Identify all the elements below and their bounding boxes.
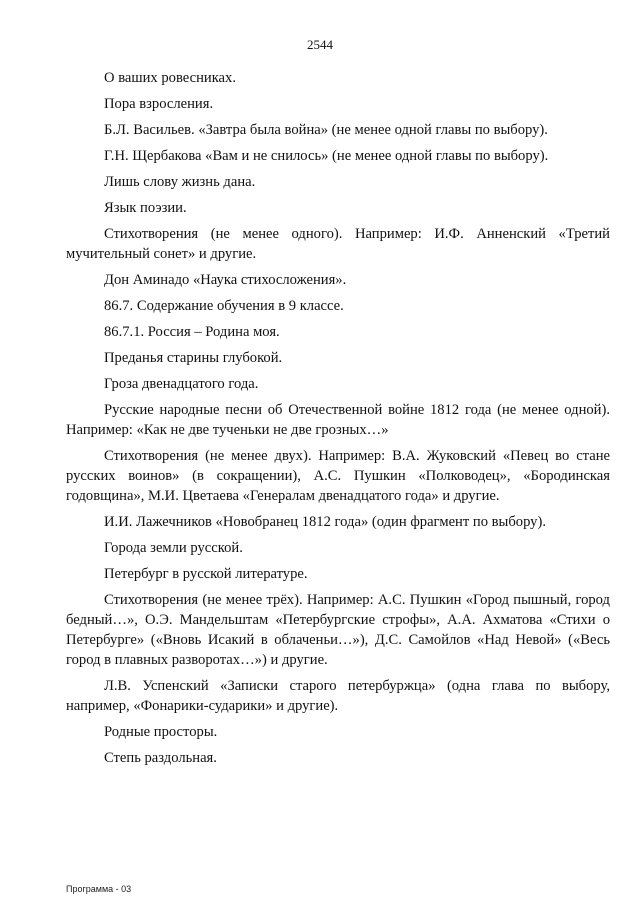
paragraph: Лишь слову жизнь дана. <box>104 174 256 190</box>
paragraph: Степь раздольная. <box>104 750 217 766</box>
page-footer: Программа - 03 <box>66 884 132 894</box>
paragraph: Г.Н. Щербакова «Вам и не снилось» (не менее одной главы по выбору). <box>104 148 549 164</box>
paragraph: Петербург в русской литературе. <box>104 566 308 582</box>
document-body <box>66 68 610 774</box>
paragraph: О ваших ровесниках. <box>104 70 236 86</box>
paragraph: Стихотворения (не менее одного). Например: И.Ф. Анненский «Третий мучительный сонет» и другие. <box>66 226 610 262</box>
paragraph: Л.В. Успенский «Записки старого петербуржца» (одна глава по выбору, например, «Фонарики-сударики» и другие). <box>66 678 610 714</box>
paragraph: И.И. Лажечников «Новобранец 1812 года» (один фрагмент по выбору). <box>104 514 546 530</box>
paragraph: 86.7.1. Россия – Родина моя. <box>104 324 280 340</box>
paragraph: Гроза двенадцатого года. <box>104 376 259 392</box>
paragraph: Язык поэзии. <box>104 200 187 216</box>
paragraph: Стихотворения (не менее трёх). Например: А.С. Пушкин «Город пышный, город бедный…», О.Э. Мандельштам «Петербургские строфы», А.А. Ахматова «Стихи о Петербурге» («Вновь Исакий в облаченьи…»), Д.С. Самойлов «Над Невой» («Весь город в плавных разворотах…») и другие. <box>66 592 610 668</box>
paragraph: Стихотворения (не менее двух). Например: В.А. Жуковский «Певец во стане русских воинов» (в сокращении), А.С. Пушкин «Полководец», «Бородинская годовщина», М.И. Цветаева «Генералам двенадцатого года» и другие. <box>66 448 610 504</box>
paragraph: Пора взросления. <box>104 96 214 112</box>
paragraph: Русские народные песни об Отечественной войне 1812 года (не менее одной). Например: «Как не две тученьки не две грозных…» <box>66 402 610 438</box>
page-number: 2544 <box>307 37 333 52</box>
paragraph: Родные просторы. <box>104 724 218 740</box>
paragraph: 86.7. Содержание обучения в 9 классе. <box>104 298 344 314</box>
paragraph: Дон Аминадо «Наука стихосложения». <box>104 272 347 288</box>
paragraph: Преданья старины глубокой. <box>104 350 283 366</box>
paragraph: Города земли русской. <box>104 540 243 556</box>
paragraph: Б.Л. Васильев. «Завтра была война» (не менее одной главы по выбору). <box>104 122 548 138</box>
